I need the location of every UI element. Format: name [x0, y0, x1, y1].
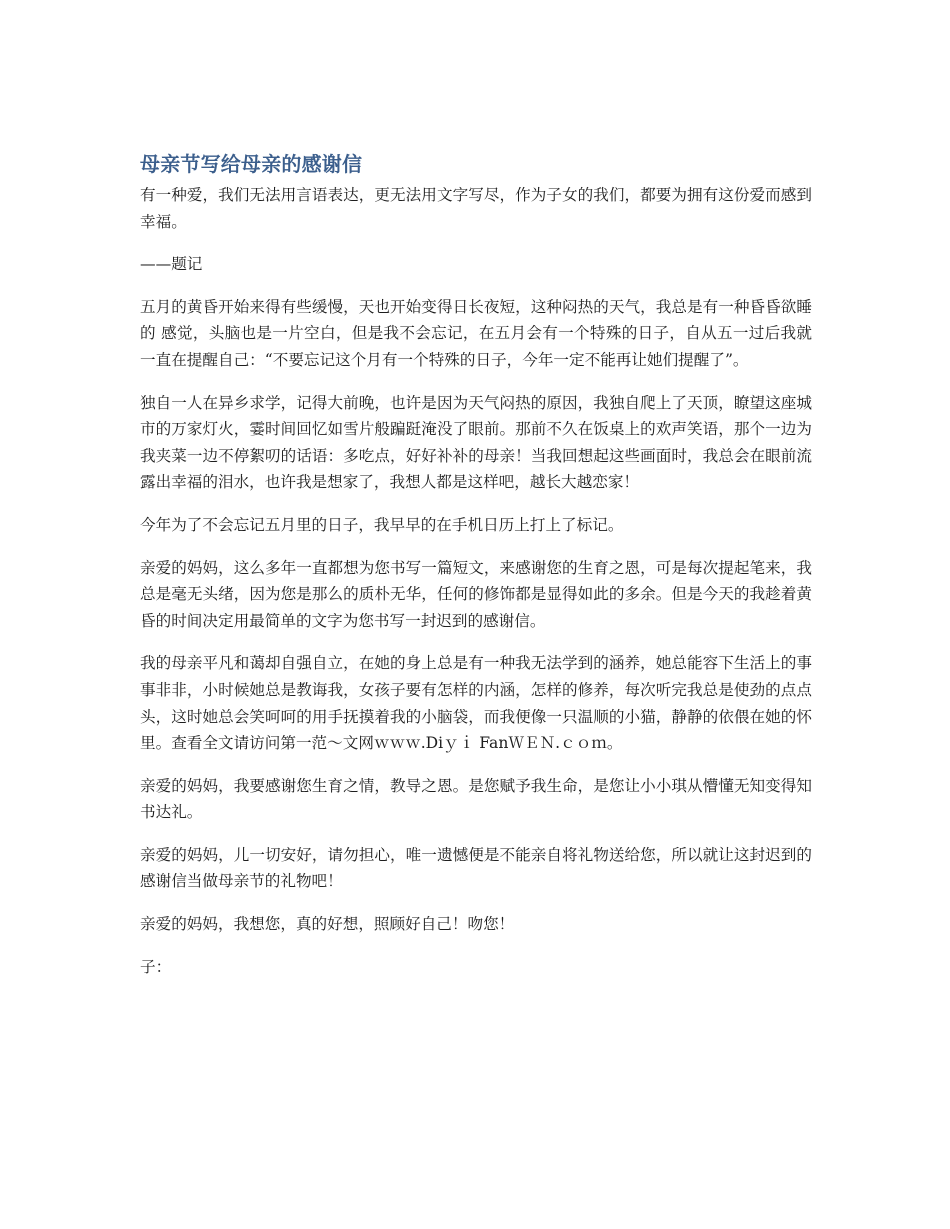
- body-paragraph: 亲爱的妈妈，这么多年一直都想为您书写一篇短文，来感谢您的生育之恩，可是每次提起笔来，我总是毫无头绪，因为您是那么的质朴无华，任何的修饰都是显得如此的多余。但是今天的我趁着黄昏的时间决定用最简单的文字为您书写一封迟到的感谢信。: [140, 558, 812, 630]
- body-paragraph: 亲爱的妈妈，我要感谢您生育之情，教导之恩。是您赋予我生命，是您让小小琪从懵懂无知变得知书达礼。: [140, 776, 812, 822]
- signature-line: 子：: [140, 957, 172, 976]
- document-page: [140, 148, 812, 996]
- body-paragraph: 独自一人在异乡求学，记得大前晚，也许是因为天气闷热的原因，我独自爬上了天顶，瞭望这座城市的万家灯火，霎时间回忆如雪片般蹁跹淹没了眼前。那前不久在饭桌上的欢声笑语，那个一边为我夹菜一边不停絮叨的话语：多吃点，好好补补的母亲！当我回想起这些画面时，我总会在眼前流露出幸福的泪水，也许我是想家了，我想人都是这样吧，越长大越恋家！: [140, 393, 812, 492]
- body-paragraph: 亲爱的妈妈，我想您，真的好想，照顾好自己！吻您！: [140, 915, 515, 934]
- body-paragraph: 亲爱的妈妈，儿一切安好，请勿担心，唯一遗憾便是不能亲自将礼物送给您，所以就让这封迟到的感谢信当做母亲节的礼物吧！: [140, 845, 812, 891]
- body-paragraph: 我的母亲平凡和蔼却自强自立，在她的身上总是有一种我无法学到的涵养，她总能容下生活上的事事非非，小时候她总是教诲我，女孩子要有怎样的内涵，怎样的修养，每次听完我总是使劲的点点头，这时她总会笑呵呵的用手抚摸着我的小脑袋，而我便像一只温顺的小猫，静静的依偎在她的怀里。查看全文请访问第一范～文网ｗｗｗ.Diｙｉ FanＷＥＮ.ｃｏｍ。: [140, 654, 812, 753]
- body-paragraph: 今年为了不会忘记五月里的日子，我早早的在手机日历上打上了标记。: [140, 515, 624, 534]
- intro-paragraph: 有一种爱，我们无法用言语表达，更无法用文字写尽，作为子女的我们，都要为拥有这份爱而感到幸福。: [140, 186, 812, 231]
- body-paragraph: 五月的黄昏开始来得有些缓慢，天也开始变得日长夜短，这种闷热的天气，我总是有一种昏昏欲睡的 感觉，头脑也是一片空白，但是我不会忘记，在五月会有一个特殊的日子，自从五一过后我就一直在提醒自己：“不要忘记这个月有一个特殊的日子，今年一定不能再让她们提醒了”。: [140, 297, 812, 369]
- epigraph-attribution: ——题记: [140, 255, 203, 274]
- document-title: 母亲节写给母亲的感谢信: [140, 152, 363, 176]
